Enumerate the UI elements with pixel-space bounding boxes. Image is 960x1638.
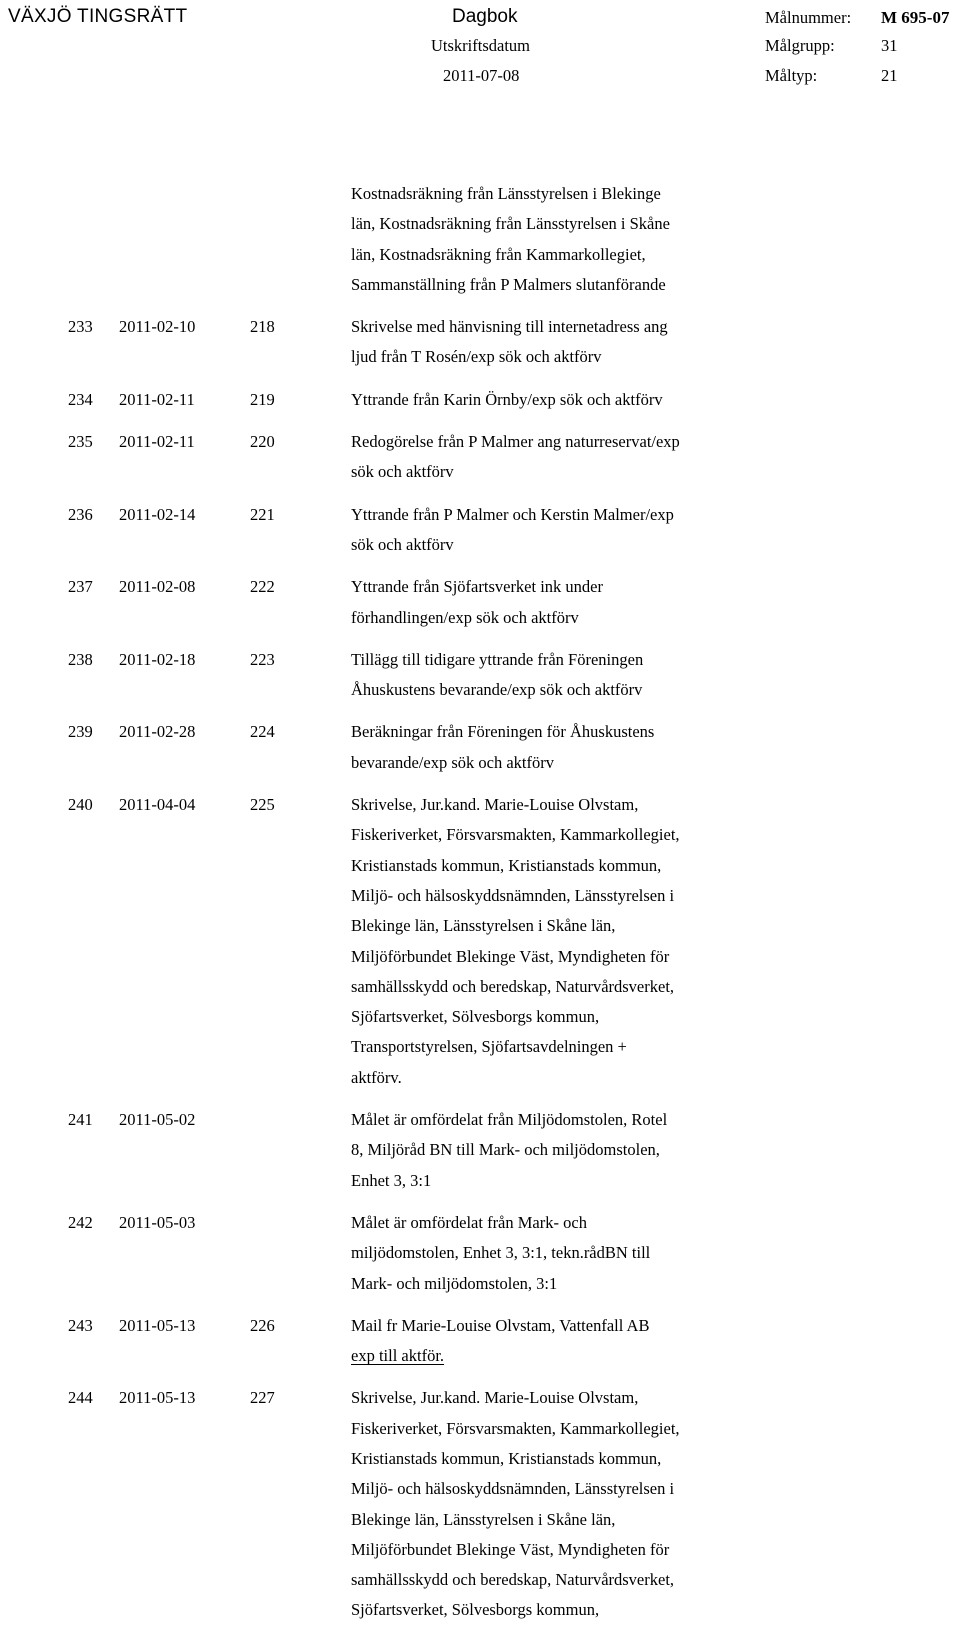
- entry-number: 237: [68, 577, 93, 597]
- entry-description-line: Yttrande från Sjöfartsverket ink under: [351, 577, 603, 597]
- entry-description-line: exp till aktför.: [351, 1346, 445, 1366]
- entry-aktbilaga: 221: [250, 504, 275, 524]
- journal-entry: [0, 717, 960, 778]
- entry-description: [351, 717, 741, 778]
- entry-number: 242: [68, 1212, 93, 1232]
- journal-entry: [0, 790, 960, 1093]
- court-name: VÄXJÖ TINGSRÄTT: [8, 6, 188, 27]
- entry-description-line: Kristianstads kommun, Kristianstads kommun,: [351, 855, 662, 875]
- entry-aktbilaga: 225: [250, 795, 275, 815]
- entry-description: [351, 1383, 741, 1625]
- entry-number: 244: [68, 1388, 93, 1408]
- entry-aktbilaga: 226: [250, 1315, 275, 1335]
- entry-aktbilaga: 227: [250, 1388, 275, 1408]
- entry-description-line: län, Kostnadsräkning från Länsstyrelsen i Skåne: [351, 214, 670, 234]
- entry-aktbilaga: 224: [250, 722, 275, 742]
- case-number: M 695-07: [881, 8, 950, 27]
- entry-description-line: bevarande/exp sök och aktförv: [351, 752, 554, 772]
- entry-description-line: aktförv.: [351, 1067, 402, 1087]
- entry-number: 235: [68, 432, 93, 452]
- entry-date: 2011-02-11: [119, 432, 195, 452]
- print-date: 2011-07-08: [443, 66, 520, 85]
- entry-date: 2011-04-04: [119, 795, 196, 815]
- journal-entry: [0, 500, 960, 561]
- case-type-label: Måltyp:: [765, 66, 818, 85]
- entry-description: [351, 427, 741, 488]
- entry-description-line: Sammanställning från P Malmers slutanförande: [351, 274, 666, 294]
- entry-description: [351, 790, 741, 1093]
- entry-description-line: samhällsskydd och beredskap, Naturvårdsverket,: [351, 1570, 675, 1590]
- entry-description-line: Miljöförbundet Blekinge Väst, Myndigheten för: [351, 946, 670, 966]
- entry-description-line: Yttrande från P Malmer och Kerstin Malmer/exp: [351, 504, 674, 524]
- entry-number: 240: [68, 795, 93, 815]
- entry-description-line: Åhuskustens bevarande/exp sök och aktförv: [351, 680, 643, 700]
- entry-date: 2011-02-28: [119, 722, 196, 742]
- entry-description-line: Mark- och miljödomstolen, 3:1: [351, 1273, 558, 1293]
- case-group-label: Målgrupp:: [765, 36, 835, 55]
- entry-description-line: 8, Miljöråd BN till Mark- och miljödomstolen,: [351, 1140, 660, 1160]
- description-line-wrapper: [351, 1341, 741, 1371]
- entry-date: 2011-02-10: [119, 317, 196, 337]
- entry-description-line: Mail fr Marie-Louise Olvstam, Vattenfall AB: [351, 1315, 650, 1335]
- entry-aktbilaga: 223: [250, 649, 275, 669]
- entry-aktbilaga: 220: [250, 432, 275, 452]
- entry-description-line: sök och aktförv: [351, 534, 454, 554]
- journal-entry: [0, 179, 960, 300]
- entry-date: 2011-05-03: [119, 1212, 196, 1232]
- journal-entry: [0, 427, 960, 488]
- entry-aktbilaga: 222: [250, 577, 275, 597]
- journal-entry: [0, 1383, 960, 1625]
- print-date-label: Utskriftsdatum: [431, 36, 530, 55]
- entry-description-line: Fiskeriverket, Försvarsmakten, Kammarkollegiet,: [351, 825, 680, 845]
- entry-date: 2011-02-11: [119, 389, 195, 409]
- journal-entries: [0, 179, 960, 1638]
- journal-entry: [0, 1208, 960, 1299]
- journal-entry: [0, 1311, 960, 1372]
- entry-description: [351, 179, 741, 300]
- entry-description-line: Miljö- och hälsoskyddsnämnden, Länsstyrelsen i: [351, 1479, 675, 1499]
- entry-description-line: sök och aktförv: [351, 462, 454, 482]
- entry-number: 236: [68, 504, 93, 524]
- entry-description-line: Blekinge län, Länsstyrelsen i Skåne län,: [351, 1509, 616, 1529]
- entry-aktbilaga: 218: [250, 317, 275, 337]
- case-type: 21: [881, 66, 898, 85]
- entry-number: 238: [68, 649, 93, 669]
- entry-description: [351, 1311, 741, 1372]
- entry-description: [351, 645, 741, 706]
- case-number-label: Målnummer:: [765, 8, 852, 27]
- entry-description-line: Redogörelse från P Malmer ang naturreservat/exp: [351, 432, 680, 452]
- document-title: Dagbok: [452, 6, 518, 27]
- journal-entry: [0, 312, 960, 373]
- entry-description: [351, 1105, 741, 1196]
- entry-description: [351, 500, 741, 561]
- entry-description-line: Enhet 3, 3:1: [351, 1170, 432, 1190]
- entry-description-line: Fiskeriverket, Försvarsmakten, Kammarkollegiet,: [351, 1418, 680, 1438]
- entry-date: 2011-02-18: [119, 649, 196, 669]
- entry-number: 239: [68, 722, 93, 742]
- entry-number: 234: [68, 389, 93, 409]
- entry-description-line: Tillägg till tidigare yttrande från Föreningen: [351, 649, 644, 669]
- entry-description-line: Sjöfartsverket, Sölvesborgs kommun,: [351, 1007, 600, 1027]
- entry-description-line: Skrivelse med hänvisning till internetadress ang: [351, 317, 668, 337]
- entry-aktbilaga: 219: [250, 389, 275, 409]
- entry-description-line: Kristianstads kommun, Kristianstads kommun,: [351, 1448, 662, 1468]
- journal-entry: [0, 1105, 960, 1196]
- entry-date: 2011-02-14: [119, 504, 196, 524]
- entry-description-line: Målet är omfördelat från Miljödomstolen, Rotel: [351, 1110, 668, 1130]
- entry-date: 2011-02-08: [119, 577, 196, 597]
- entry-description: [351, 572, 741, 633]
- entry-description: [351, 1208, 741, 1299]
- entry-description-line: län, Kostnadsräkning från Kammarkollegiet,: [351, 244, 646, 264]
- entry-date: 2011-05-13: [119, 1315, 196, 1335]
- entry-description-line: förhandlingen/exp sök och aktförv: [351, 607, 579, 627]
- entry-description: [351, 312, 741, 373]
- entry-description-line: Målet är omfördelat från Mark- och: [351, 1212, 587, 1232]
- entry-description-line: Skrivelse, Jur.kand. Marie-Louise Olvstam,: [351, 1388, 639, 1408]
- entry-description-line: Miljö- och hälsoskyddsnämnden, Länsstyrelsen i: [351, 885, 675, 905]
- entry-number: 243: [68, 1315, 93, 1335]
- journal-entry: [0, 572, 960, 633]
- entry-description-line: samhällsskydd och beredskap, Naturvårdsverket,: [351, 976, 675, 996]
- entry-description-line: Sjöfartsverket, Sölvesborgs kommun,: [351, 1600, 600, 1620]
- entry-description-line: Blekinge län, Länsstyrelsen i Skåne län,: [351, 916, 616, 936]
- entry-description-line: Skrivelse, Jur.kand. Marie-Louise Olvstam,: [351, 795, 639, 815]
- entry-date: 2011-05-13: [119, 1388, 196, 1408]
- entry-description-line: Miljöförbundet Blekinge Väst, Myndigheten för: [351, 1539, 670, 1559]
- entry-description-line: miljödomstolen, Enhet 3, 3:1, tekn.rådBN till: [351, 1243, 651, 1263]
- entry-description-line: ljud från T Rosén/exp sök och aktförv: [351, 347, 602, 367]
- entry-number: 241: [68, 1110, 93, 1130]
- entry-description-line: Yttrande från Karin Örnby/exp sök och aktförv: [351, 389, 663, 409]
- entry-description: [351, 385, 741, 415]
- case-group: 31: [881, 36, 898, 55]
- entry-description-line: Transportstyrelsen, Sjöfartsavdelningen +: [351, 1037, 627, 1057]
- journal-entry: [0, 385, 960, 415]
- entry-date: 2011-05-02: [119, 1110, 196, 1130]
- entry-number: 233: [68, 317, 93, 337]
- entry-description-line: Kostnadsräkning från Länsstyrelsen i Blekinge: [351, 184, 661, 203]
- journal-entry: [0, 645, 960, 706]
- entry-description-line: Beräkningar från Föreningen för Åhuskustens: [351, 722, 655, 742]
